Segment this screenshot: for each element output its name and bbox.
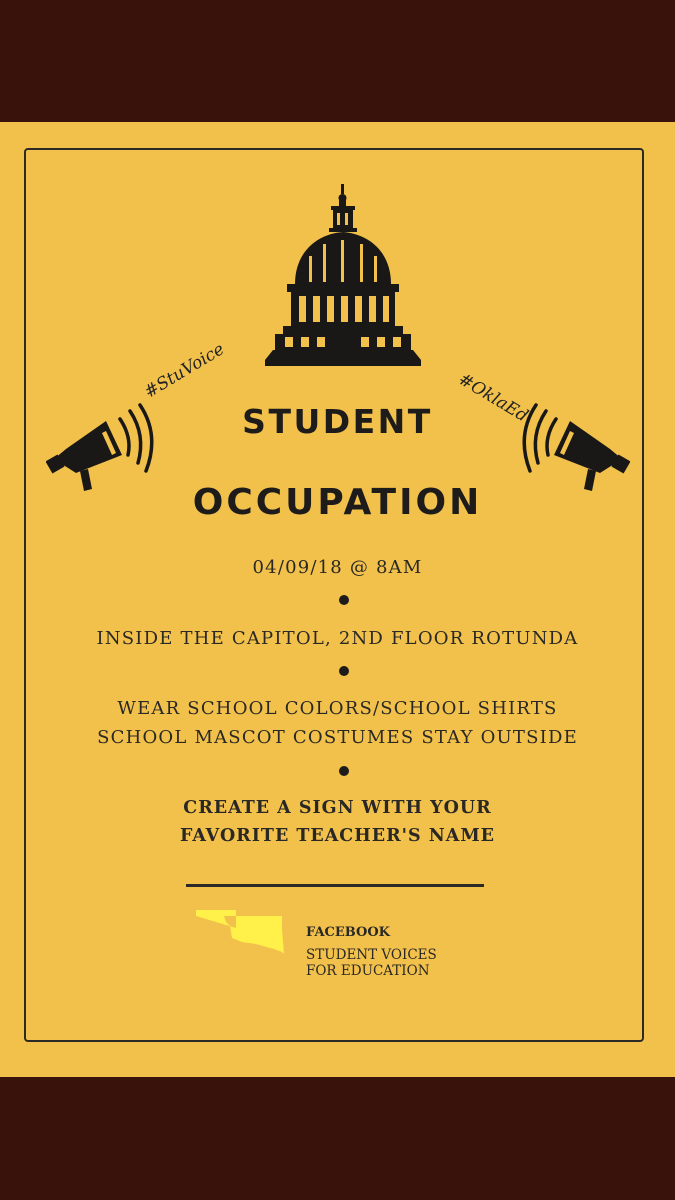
sign-instruction-line1: CREATE A SIGN WITH YOUR [183, 798, 492, 818]
title-occupation: OCCUPATION [192, 482, 483, 523]
social-page-name-line2: FOR EDUCATION [306, 963, 430, 979]
bottom-dark-band [0, 1077, 675, 1200]
top-dark-band [0, 0, 675, 122]
bullet-dot [339, 766, 349, 776]
oklahoma-state-shape-icon [196, 910, 284, 958]
bullet-dot [339, 595, 349, 605]
dress-instruction: WEAR SCHOOL COLORS/SCHOOL SHIRTS [117, 698, 558, 719]
divider-line [186, 884, 484, 887]
social-platform-label: FACEBOOK [306, 925, 390, 940]
hashtag-stuvoice: #StuVoice [140, 339, 228, 403]
hashtag-oklaed: #OklaEd [454, 369, 532, 427]
capitol-dome-icon [265, 184, 421, 369]
mascot-instruction: SCHOOL MASCOT COSTUMES STAY OUTSIDE [97, 727, 578, 748]
bullet-dot [339, 666, 349, 676]
sign-instruction-line2: FAVORITE TEACHER'S NAME [179, 826, 496, 846]
event-date-time: 04/09/18 @ 8AM [252, 557, 423, 578]
event-location: INSIDE THE CAPITOL, 2ND FLOOR ROTUNDA [96, 628, 579, 649]
social-page-name-line1: STUDENT VOICES [306, 947, 437, 963]
flyer-poster [0, 122, 675, 1077]
title-student: STUDENT [242, 402, 433, 441]
